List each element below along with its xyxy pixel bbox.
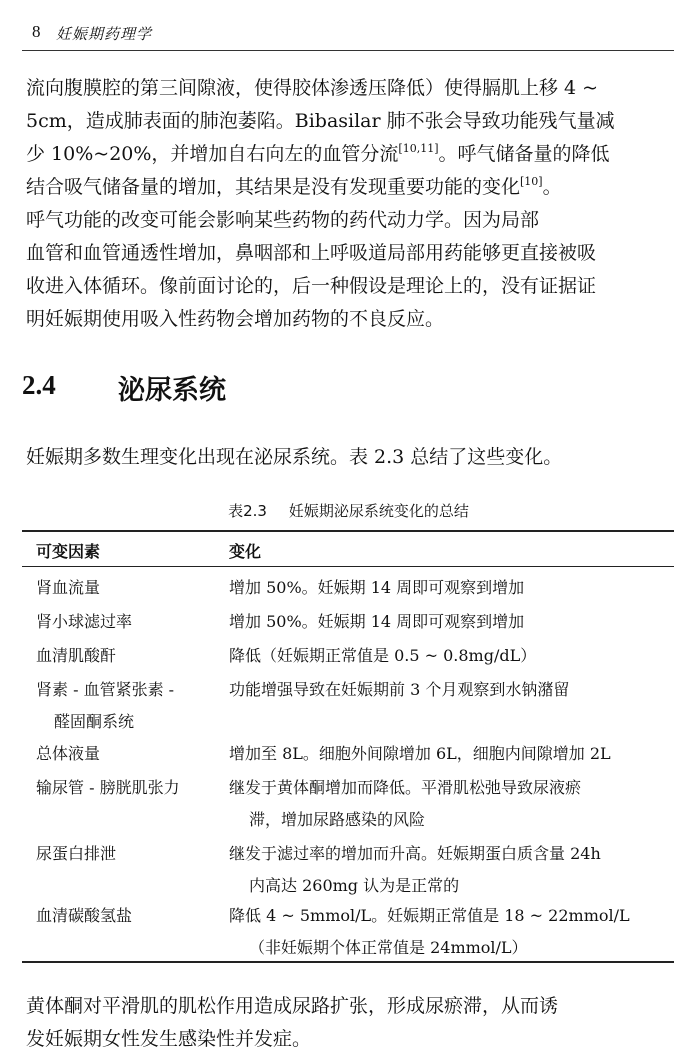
table-caption — [0, 500, 697, 521]
text-line: 明妊娠期使用吸入性药物会增加药物的不良反应。 — [26, 308, 445, 330]
text-line: 少 10%~20%，并增加自右向左的血管分流[10,11]。呼气储备量的降低 — [26, 142, 610, 165]
text-line: 5cm，造成肺表面的肺泡萎陷。Bibasilar 肺不张会导致功能残气量减 — [26, 110, 615, 132]
citation: [10] — [520, 175, 543, 188]
cell-change: 降低 4 ~ 5mmol/L。妊娠期正常值是 18 ~ 22mmol/L （非妊娠期个体正常值是 24mmol/L） — [229, 906, 630, 957]
citation: [10,11] — [398, 142, 439, 155]
cell-change: 降低（妊娠期正常值是 0.5 ~ 0.8mg/dL） — [229, 646, 537, 665]
cell-change: 继发于黄体酮增加而降低。平滑肌松弛导致尿液瘀 滞，增加尿路感染的风险 — [229, 778, 582, 829]
text-line: 妊娠期多数生理变化出现在泌尿系统。表 2.3 总结了这些变化。 — [26, 446, 563, 468]
header-rule — [22, 50, 674, 51]
text-line: 收进入体循环。像前面讨论的，后一种假设是理论上的，没有证据证 — [26, 275, 597, 297]
cell-change: 继发于滤过率的增加而升高。妊娠期蛋白质含量 24h 内高达 260mg 认为是正常的 — [229, 844, 601, 895]
text-line: 血管和血管通透性增加，鼻咽部和上呼吸道局部用药能够更直接被吸 — [26, 242, 597, 264]
paragraph-4 — [26, 990, 676, 1056]
running-title: 妊娠期药理学 — [56, 25, 153, 43]
cell-change: 增加 50%。妊娠期 14 周即可观察到增加 — [229, 578, 525, 597]
page-header — [22, 18, 674, 48]
text-line: 发妊娠期女性发生感染性并发症。 — [26, 1028, 312, 1050]
cell-factor: 输尿管 - 膀胱肌张力 — [36, 778, 180, 797]
cell-change: 功能增强导致在妊娠期前 3 个月观察到水钠潴留 — [229, 680, 570, 699]
section-heading — [22, 368, 672, 408]
text-line: 黄体酮对平滑肌的肌松作用造成尿路扩张，形成尿瘀滞，从而诱 — [26, 995, 559, 1017]
text-line: 结合吸气储备量的增加，其结果是没有发现重要功能的变化[10]。 — [26, 175, 562, 198]
paragraph-2 — [26, 204, 676, 336]
text-line: 呼气功能的改变可能会影响某些药物的药代动力学。因为局部 — [26, 209, 540, 231]
paragraph-3 — [26, 441, 676, 474]
table-title: 妊娠期泌尿系统变化的总结 — [288, 502, 469, 520]
cell-factor: 血清碳酸氢盐 — [36, 906, 133, 925]
table-number: 表2.3 — [228, 502, 267, 520]
table-top-rule — [22, 530, 674, 532]
text-line: 流向腹膜腔的第三间隙液，使得胶体渗透压降低）使得膈肌上移 4 ~ — [26, 77, 599, 99]
paragraph-1 — [26, 72, 676, 204]
column-header-factor: 可变因素 — [36, 542, 101, 561]
section-number: 2.4 — [22, 370, 56, 400]
cell-factor: 肾小球滤过率 — [36, 612, 133, 631]
section-title: 泌尿系统 — [118, 375, 226, 406]
cell-change: 增加至 8L。细胞外间隙增加 6L，细胞内间隙增加 2L — [229, 744, 611, 763]
cell-factor: 总体液量 — [36, 744, 101, 763]
page-number: 8 — [32, 22, 41, 41]
cell-factor: 尿蛋白排泄 — [36, 844, 117, 863]
cell-factor: 血清肌酸酐 — [36, 646, 117, 665]
cell-change: 增加 50%。妊娠期 14 周即可观察到增加 — [229, 612, 525, 631]
cell-factor: 肾血流量 — [36, 578, 101, 597]
table-header-rule — [22, 566, 674, 567]
cell-factor: 肾素 - 血管紧张素 - 醛固酮系统 — [36, 680, 175, 731]
column-header-change: 变化 — [229, 542, 262, 561]
